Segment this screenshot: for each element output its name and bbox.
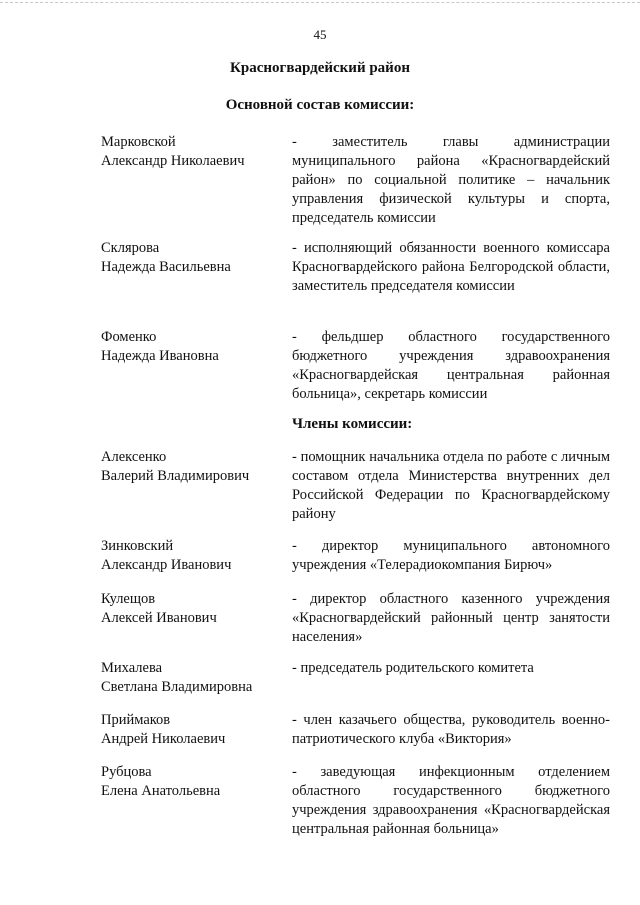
member-given-names: Светлана Владимировна <box>101 679 253 695</box>
member-surname: Склярова <box>101 240 160 256</box>
member-role: - заведующая инфекционным отделением областного государственного бюджетного учреждения здравоохранения «Красногвардейская центральная районная больница» <box>292 764 610 837</box>
member-given-names: Надежда Васильевна <box>101 259 231 275</box>
member-surname: Михалева <box>101 660 163 676</box>
top-edge-rule <box>0 2 640 4</box>
member-role: - исполняющий обязанности военного комиссара Красногвардейского района Белгородской области, заместитель председателя комиссии <box>292 240 610 294</box>
member-role: - помощник начальника отдела по работе с личным составом отдела Министерства внутренних дел Российской Федерации по Красногвардейскому району <box>292 449 610 522</box>
member-given-names: Андрей Николаевич <box>101 731 226 747</box>
member-name <box>101 328 286 366</box>
main-composition-title: Основной состав комиссии: <box>225 97 415 113</box>
member-given-names: Александр Николаевич <box>101 153 245 169</box>
member-name <box>101 537 286 575</box>
member-name <box>101 763 286 801</box>
member-given-names: Алексей Иванович <box>101 610 217 626</box>
member-given-names: Надежда Ивановна <box>101 348 219 364</box>
member-name <box>101 590 286 628</box>
member-role: - директор муниципального автономного учреждения «Телерадиокомпания Бирюч» <box>292 538 610 573</box>
member-name <box>101 448 286 486</box>
member-given-names: Елена Анатольевна <box>101 783 221 799</box>
member-surname: Алексенко <box>101 449 167 465</box>
member-surname: Приймаков <box>101 712 171 728</box>
member-name <box>101 133 286 171</box>
member-role: - член казачьего общества, руководитель военно-патриотического клуба «Виктория» <box>292 712 610 747</box>
member-role: - председатель родительского комитета <box>292 660 534 676</box>
member-name <box>101 659 286 697</box>
member-role: - директор областного казенного учреждения «Красногвардейский районный центр занятости населения» <box>292 591 610 645</box>
members-title: Члены комиссии: <box>292 416 413 432</box>
member-surname: Рубцова <box>101 764 152 780</box>
page-number: 45 <box>313 27 327 42</box>
district-title: Красногвардейский район <box>230 60 410 76</box>
member-role: - фельдшер областного государственного бюджетного учреждения здравоохранения «Красногвардейская центральная районная больница», секретарь комиссии <box>292 329 610 402</box>
member-role: - заместитель главы администрации муниципального района «Красногвардейский район» по социальной политике – начальник управления физической культуры и спорта, председатель комиссии <box>292 134 610 226</box>
member-surname: Зинковский <box>101 538 174 554</box>
member-surname: Марковской <box>101 134 176 150</box>
member-given-names: Валерий Владимирович <box>101 468 250 484</box>
member-given-names: Александр Иванович <box>101 557 232 573</box>
member-surname: Фоменко <box>101 329 157 345</box>
member-name <box>101 711 286 749</box>
member-name <box>101 239 286 277</box>
member-surname: Кулещов <box>101 591 156 607</box>
